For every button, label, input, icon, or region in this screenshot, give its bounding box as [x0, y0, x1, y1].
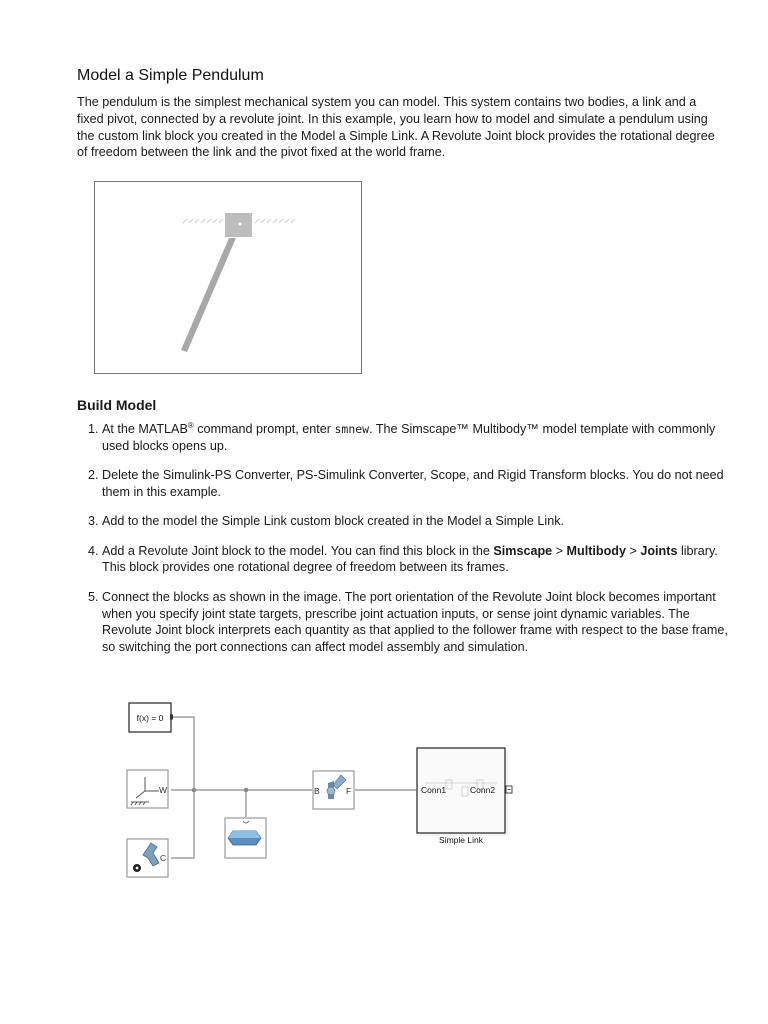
- step-3: 3. Add to the model the Simple Link custom block created in the Model a Simple Link.: [102, 513, 737, 530]
- solver-configuration-block[interactable]: [129, 703, 173, 734]
- simple-link-block[interactable]: [417, 748, 512, 845]
- pendulum-figure: [94, 181, 362, 374]
- step-2: 2. Delete the Simulink-PS Converter, PS-Simulink Converter, Scope, and Rigid Transform blocks. You do not need them in this example.: [102, 467, 737, 501]
- conn2-port-label: Conn2: [470, 785, 496, 795]
- pivot-block: [225, 213, 252, 237]
- pendulum-illustration: [95, 182, 361, 373]
- section-title: Build Model: [77, 397, 157, 413]
- connection-lines: [171, 717, 416, 858]
- rigid-body-block[interactable]: [225, 818, 266, 858]
- revolute-joint-icon: [327, 787, 335, 795]
- conn1-port-label: Conn1: [421, 785, 447, 795]
- step-5: 5. Connect the blocks as shown in the image. The port orientation of the Revolute Joint block becomes important when you specify joint state targets, prescribe joint actuation inputs, or sense joint dynamic variables. The Revolute Joint block interprets each quantity as that applied to the follower frame with respect to the base frame, so switching the port connections can affect model assembly and simulation.: [102, 589, 737, 656]
- command-code: smnew: [334, 422, 370, 436]
- junction-dot: [244, 788, 249, 793]
- follower-port-label: F: [346, 786, 352, 796]
- step-4: 4. Add a Revolute Joint block to the model. You can find this block in the Simscape > Multibody > Joints library. This block provides one rotational degree of freedom between its frames.: [102, 543, 737, 577]
- steps-list: [77, 421, 737, 669]
- step-1: 1. At the MATLAB® command prompt, enter smnew. The Simscape™ Multibody™ model template with commonly used blocks opens up.: [102, 421, 737, 455]
- library-path-joints: Joints: [640, 543, 678, 558]
- pendulum-link: [181, 238, 236, 352]
- pivot-point: [239, 223, 242, 226]
- world-port-label: W: [159, 785, 168, 795]
- intro-paragraph: The pendulum is the simplest mechanical system you can model. This system contains two bodies, a link and a fixed pivot, connected by a revolute joint. In this example, you learn how to model and simulate a pendulum using the custom link block you created in the Model a Simple Link. A Revolute Joint block provides the rotational degree of freedom between the link and the pivot fixed at the world frame.: [77, 95, 715, 160]
- mechanism-configuration-block[interactable]: [127, 839, 168, 877]
- block-diagram: [115, 695, 535, 890]
- base-port-label: B: [314, 786, 320, 796]
- config-port-label: C: [160, 853, 167, 863]
- junction-dot: [192, 788, 197, 793]
- simple-link-caption: Simple Link: [439, 835, 483, 845]
- library-path-multibody: Multibody: [566, 543, 626, 558]
- revolute-joint-block[interactable]: [313, 771, 354, 809]
- library-path-simscape: Simscape: [493, 543, 553, 558]
- solver-label: f(x) = 0: [136, 713, 164, 723]
- world-frame-block[interactable]: [127, 770, 168, 808]
- page-title: Model a Simple Pendulum: [77, 67, 264, 84]
